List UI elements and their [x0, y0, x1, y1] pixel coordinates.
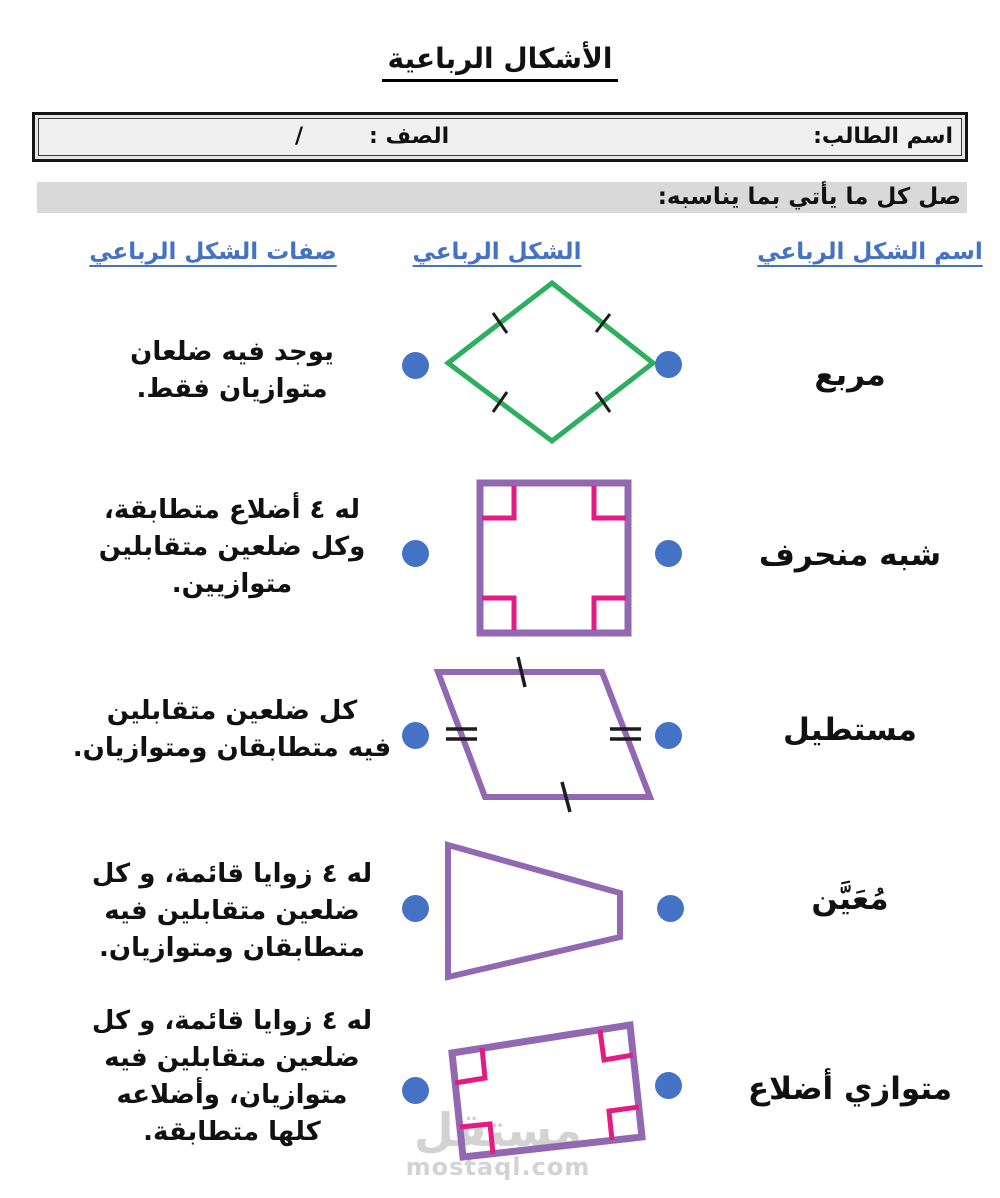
column-header-shapes: الشكل الرباعي [412, 239, 582, 265]
name-option-rhombus: مُعَيَّن [811, 881, 889, 917]
connector-dot-left-row3[interactable] [402, 722, 429, 749]
parallelogram-shape [420, 650, 670, 810]
connector-dot-left-row4[interactable] [402, 895, 429, 922]
rotated-rectangle-shape [420, 1010, 670, 1170]
watermark-latin: mostaql.com [405, 1153, 591, 1181]
page-title [0, 42, 1000, 82]
instruction-bar [37, 182, 967, 213]
connector-dot-right-row1[interactable] [655, 351, 682, 378]
connector-dot-left-row2[interactable] [402, 540, 429, 567]
watermark-arabic: مستقل [413, 1103, 583, 1157]
property-text-row5: له ٤ زوايا قائمة، و كل ضلعين متقابلين فيه متوازيان، وأضلاعه كلها متطابقة. [91, 1006, 373, 1147]
property-text-row3: كل ضلعين متقابلين فيه متطابقان ومتوازيان. [72, 696, 392, 763]
rectangle-right-angle-marks [455, 1030, 639, 1154]
connector-dot-left-row1[interactable] [402, 352, 429, 379]
rhombus-shape [435, 278, 665, 448]
column-header-names: اسم الشكل الرباعي [757, 239, 983, 265]
student-info-inner [38, 118, 962, 156]
class-value-slash: / [295, 124, 304, 149]
connector-dot-right-row4[interactable] [657, 895, 684, 922]
name-option-parallelogram: متوازي أضلاع [747, 1071, 953, 1107]
column-header-properties: صفات الشكل الرباعي [89, 239, 337, 265]
connector-dot-right-row3[interactable] [655, 722, 682, 749]
class-label: الصف : [369, 124, 450, 149]
square-right-angle-marks [482, 486, 626, 630]
connector-dot-right-row2[interactable] [655, 540, 682, 567]
name-option-rectangle: مستطيل [783, 712, 917, 748]
student-name-label: اسم الطالب: [813, 124, 953, 149]
name-option-trapezoid: شبه منحرف [758, 537, 942, 573]
connector-dot-right-row5[interactable] [655, 1072, 682, 1099]
property-text-row4: له ٤ زوايا قائمة، و كل ضلعين متقابلين فيه متطابقان ومتوازيان. [91, 859, 373, 963]
student-info-box [32, 112, 968, 162]
name-option-square: مربع [814, 357, 886, 393]
property-text-row2: له ٤ أضلاع متطابقة، وكل ضلعين متقابلين متوازيين. [98, 495, 366, 599]
page-title-text: الأشكال الرباعية [382, 42, 619, 82]
rhombus-tick-marks [493, 313, 610, 412]
property-text-row1: يوجد فيه ضلعان متوازيان فقط. [130, 337, 334, 404]
trapezoid-shape [420, 830, 670, 990]
parallelogram-tick-marks [446, 657, 641, 812]
connector-dot-left-row5[interactable] [402, 1077, 429, 1104]
instruction-text: صل كل ما يأتي بما يناسبه: [657, 184, 961, 210]
square-shape [470, 478, 640, 640]
